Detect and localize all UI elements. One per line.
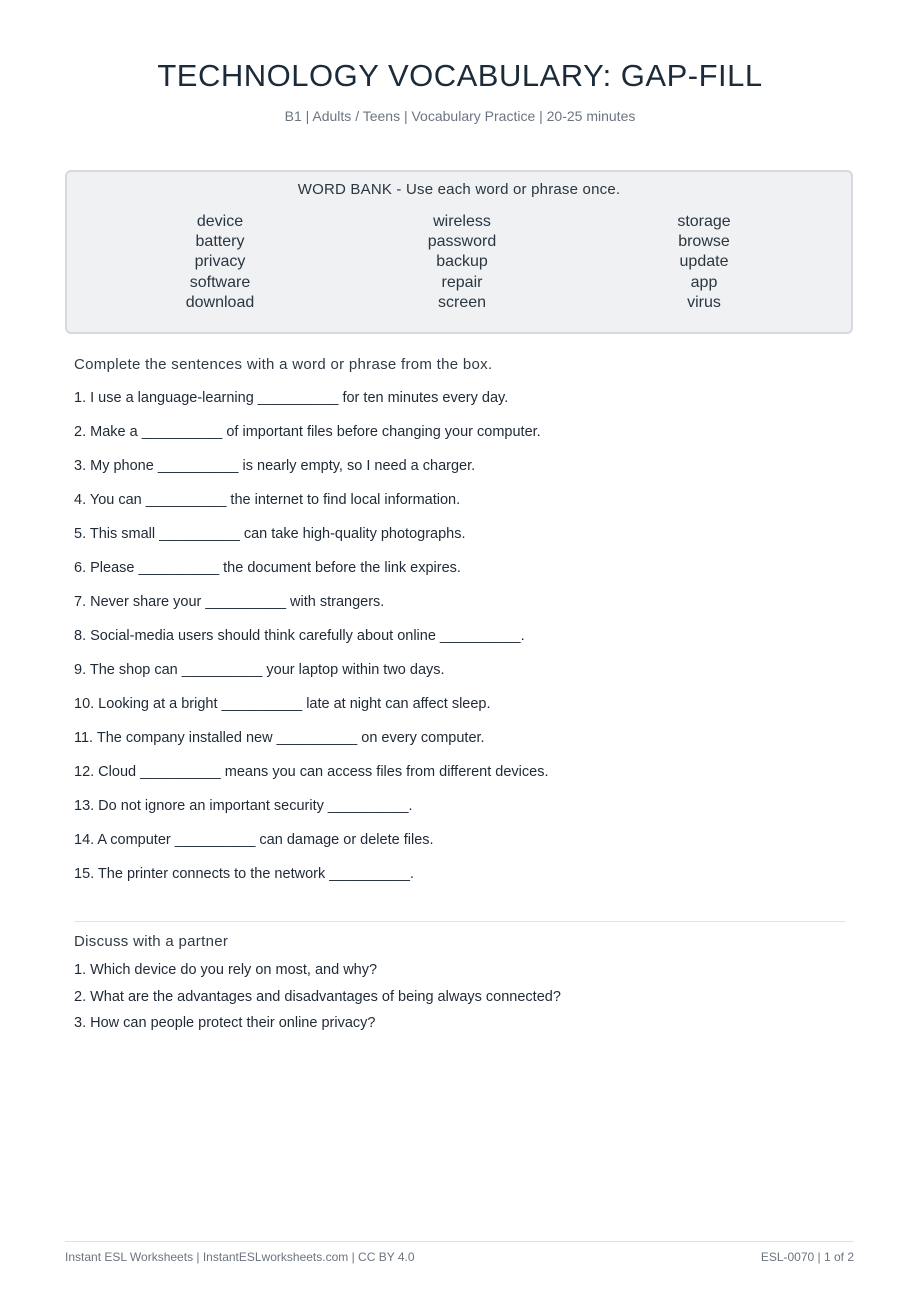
question-item: 12. Cloud __________ means you can access files from different devices. <box>74 764 549 780</box>
discussion-title: Discuss with a partner <box>74 933 229 950</box>
word-bank-word: download <box>185 293 255 311</box>
question-item: 14. A computer __________ can damage or delete files. <box>74 832 434 848</box>
word-bank <box>65 170 853 334</box>
question-item: 13. Do not ignore an important security __________. <box>74 798 413 814</box>
question-item: 4. You can __________ the internet to find local information. <box>74 492 461 508</box>
discussion-list <box>74 961 854 1041</box>
exercise-instruction: Complete the sentences with a word or phrase from the box. <box>74 356 493 373</box>
word-bank-word: update <box>679 253 729 271</box>
word-bank-word: screen <box>437 293 487 311</box>
word-bank-word: battery <box>195 233 245 251</box>
word-bank-word: storage <box>677 213 731 230</box>
discussion-item: 2. What are the advantages and disadvantages of being always connected? <box>74 988 561 1005</box>
word-bank-column-3 <box>584 212 824 313</box>
footer-divider <box>65 1241 854 1242</box>
word-bank-word: app <box>690 273 718 291</box>
question-list <box>74 389 854 899</box>
page-title: TECHNOLOGY VOCABULARY: GAP-FILL <box>157 58 763 93</box>
page-subtitle: B1 | Adults / Teens | Vocabulary Practice | 20-25 minutes <box>284 108 636 124</box>
word-bank-word: repair <box>441 273 483 291</box>
question-item: 3. My phone __________ is nearly empty, so I need a charger. <box>74 458 476 474</box>
footer-credits: Instant ESL Worksheets | InstantESLworksheets.com | CC BY 4.0 <box>65 1250 415 1264</box>
question-item: 10. Looking at a bright __________ late at night can affect sleep. <box>74 696 491 712</box>
question-item: 5. This small __________ can take high-quality photographs. <box>74 526 466 542</box>
question-item: 15. The printer connects to the network __________. <box>74 866 414 882</box>
word-bank-word: privacy <box>194 253 246 271</box>
question-item: 9. The shop can __________ your laptop within two days. <box>74 662 445 678</box>
question-item: 11. The company installed new __________ on every computer. <box>74 730 485 746</box>
word-bank-word: backup <box>436 253 488 271</box>
question-item: 1. I use a language-learning __________ for ten minutes every day. <box>74 390 509 406</box>
discussion-item: 3. How can people protect their online privacy? <box>74 1015 376 1031</box>
discussion-item: 1. Which device do you rely on most, and why? <box>74 962 378 978</box>
word-bank-column-2 <box>342 212 582 313</box>
word-bank-word: password <box>427 233 497 251</box>
question-item: 6. Please __________ the document before the link expires. <box>74 560 461 576</box>
word-bank-column-1 <box>100 212 340 313</box>
footer-page-number: ESL-0070 | 1 of 2 <box>760 1250 854 1264</box>
word-bank-word: browse <box>678 233 730 251</box>
word-bank-word: device <box>196 213 244 230</box>
section-divider <box>74 921 845 922</box>
word-bank-word: wireless <box>433 213 491 230</box>
word-bank-word: virus <box>687 293 721 311</box>
question-item: 2. Make a __________ of important files before changing your computer. <box>74 424 541 440</box>
word-bank-title: WORD BANK - Use each word or phrase once. <box>297 181 621 198</box>
word-bank-word: software <box>189 273 251 291</box>
question-item: 8. Social-media users should think carefully about online __________. <box>74 628 525 644</box>
question-item: 7. Never share your __________ with strangers. <box>74 594 385 610</box>
